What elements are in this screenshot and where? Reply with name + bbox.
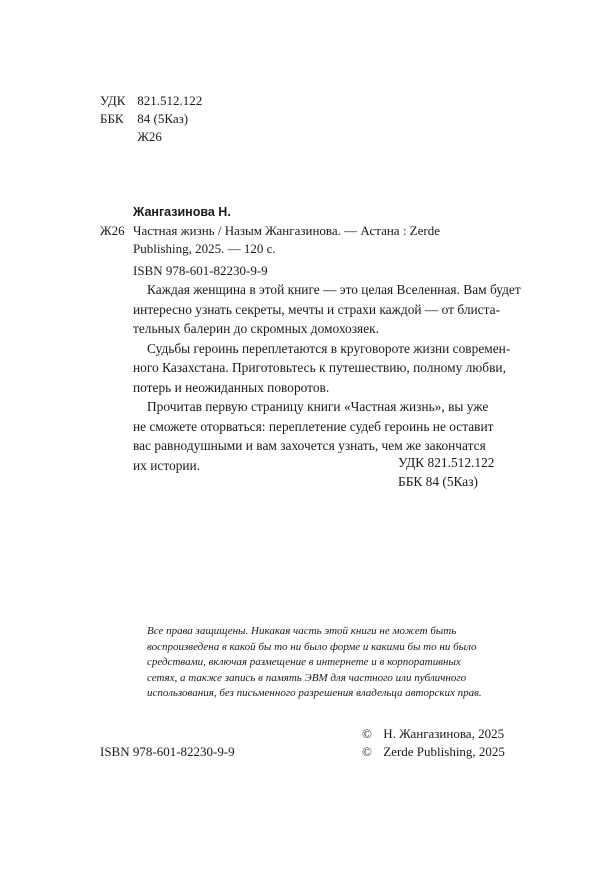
annotation-line: вас равнодушными и вам захочется узнать, чем же закончатся [133, 438, 486, 453]
annotation-line: не сможете оторваться: переплетение судеб героинь не оставит [133, 418, 494, 434]
rights-line: средствами, включая размещение в интернете и в корпоративных [147, 656, 461, 668]
copyright-author: Н. Жангазинова, 2025 [383, 726, 505, 741]
annotation-line: потерь и неожиданных поворотов. [133, 379, 330, 395]
bbk-value: 84 (5Каз) [137, 111, 189, 126]
udk-row [100, 92, 202, 110]
annotation [133, 280, 521, 475]
rights-line: воспроизведена в какой бы то ни было форме и какими бы то ни было [147, 640, 477, 653]
copyright-publisher-row [362, 743, 505, 761]
copyright-symbol: © [362, 744, 372, 759]
udk-value: 821.512.122 [137, 93, 203, 108]
annotation-line: тельных балерин до скромных домохозяек. [133, 321, 379, 336]
bbk-label: ББК [100, 111, 124, 126]
udk-code: УДК 821.512.122 [398, 455, 495, 470]
annotation-line: ного Казахстана. Приготовьтесь к путешествию, полному любви, [133, 360, 506, 375]
annotation-line: Судьбы героинь переплетаются в круговороте жизни современ- [147, 340, 511, 356]
entry-description [133, 222, 498, 258]
entry-isbn: ISBN 978-601-82230-9-9 [133, 263, 268, 278]
entry-author-mark: Ж26 [100, 223, 125, 238]
bbk-row [100, 110, 202, 128]
copyright-publisher: Zerde Publishing, 2025 [383, 744, 505, 759]
author-mark: Ж26 [137, 129, 162, 144]
entry-line-2: Publishing, 2025. — 120 с. [133, 241, 276, 256]
copyright-author-row [362, 725, 505, 743]
copyright-symbol: © [362, 726, 372, 741]
footer-isbn: ISBN 978-601-82230-9-9 [100, 744, 235, 759]
rights-line: использования, без письменного разрешения владельца авторских прав. [147, 687, 482, 699]
bbk-code: ББК 84 (5Каз) [398, 474, 478, 489]
annotation-line: интересно узнать секреты, мечты и страхи каждой — от блиста- [133, 301, 501, 317]
rights-line: сетях, а также запись в память ЭВМ для частного или публичного [147, 671, 467, 684]
annotation-line: их истории. [133, 457, 201, 473]
rights-notice [147, 624, 507, 702]
entry-author: Жангазинова Н. [133, 205, 231, 219]
udk-label: УДК [100, 93, 126, 108]
copyrights [362, 725, 505, 761]
annotation-line: Прочитав первую страницу книги «Частная жизнь», вы уже [147, 399, 489, 414]
classification-bottom [398, 453, 495, 491]
rights-line: Все права защищены. Никакая часть этой книги не может быть [147, 625, 457, 637]
entry-line-1: Частная жизнь / Назым Жангазинова. — Астана : Zerde [133, 223, 440, 238]
classification-top [100, 92, 202, 146]
annotation-line: Каждая женщина в этой книге — это целая Вселенная. Вам будет [147, 282, 521, 297]
author-mark-row [100, 128, 202, 146]
